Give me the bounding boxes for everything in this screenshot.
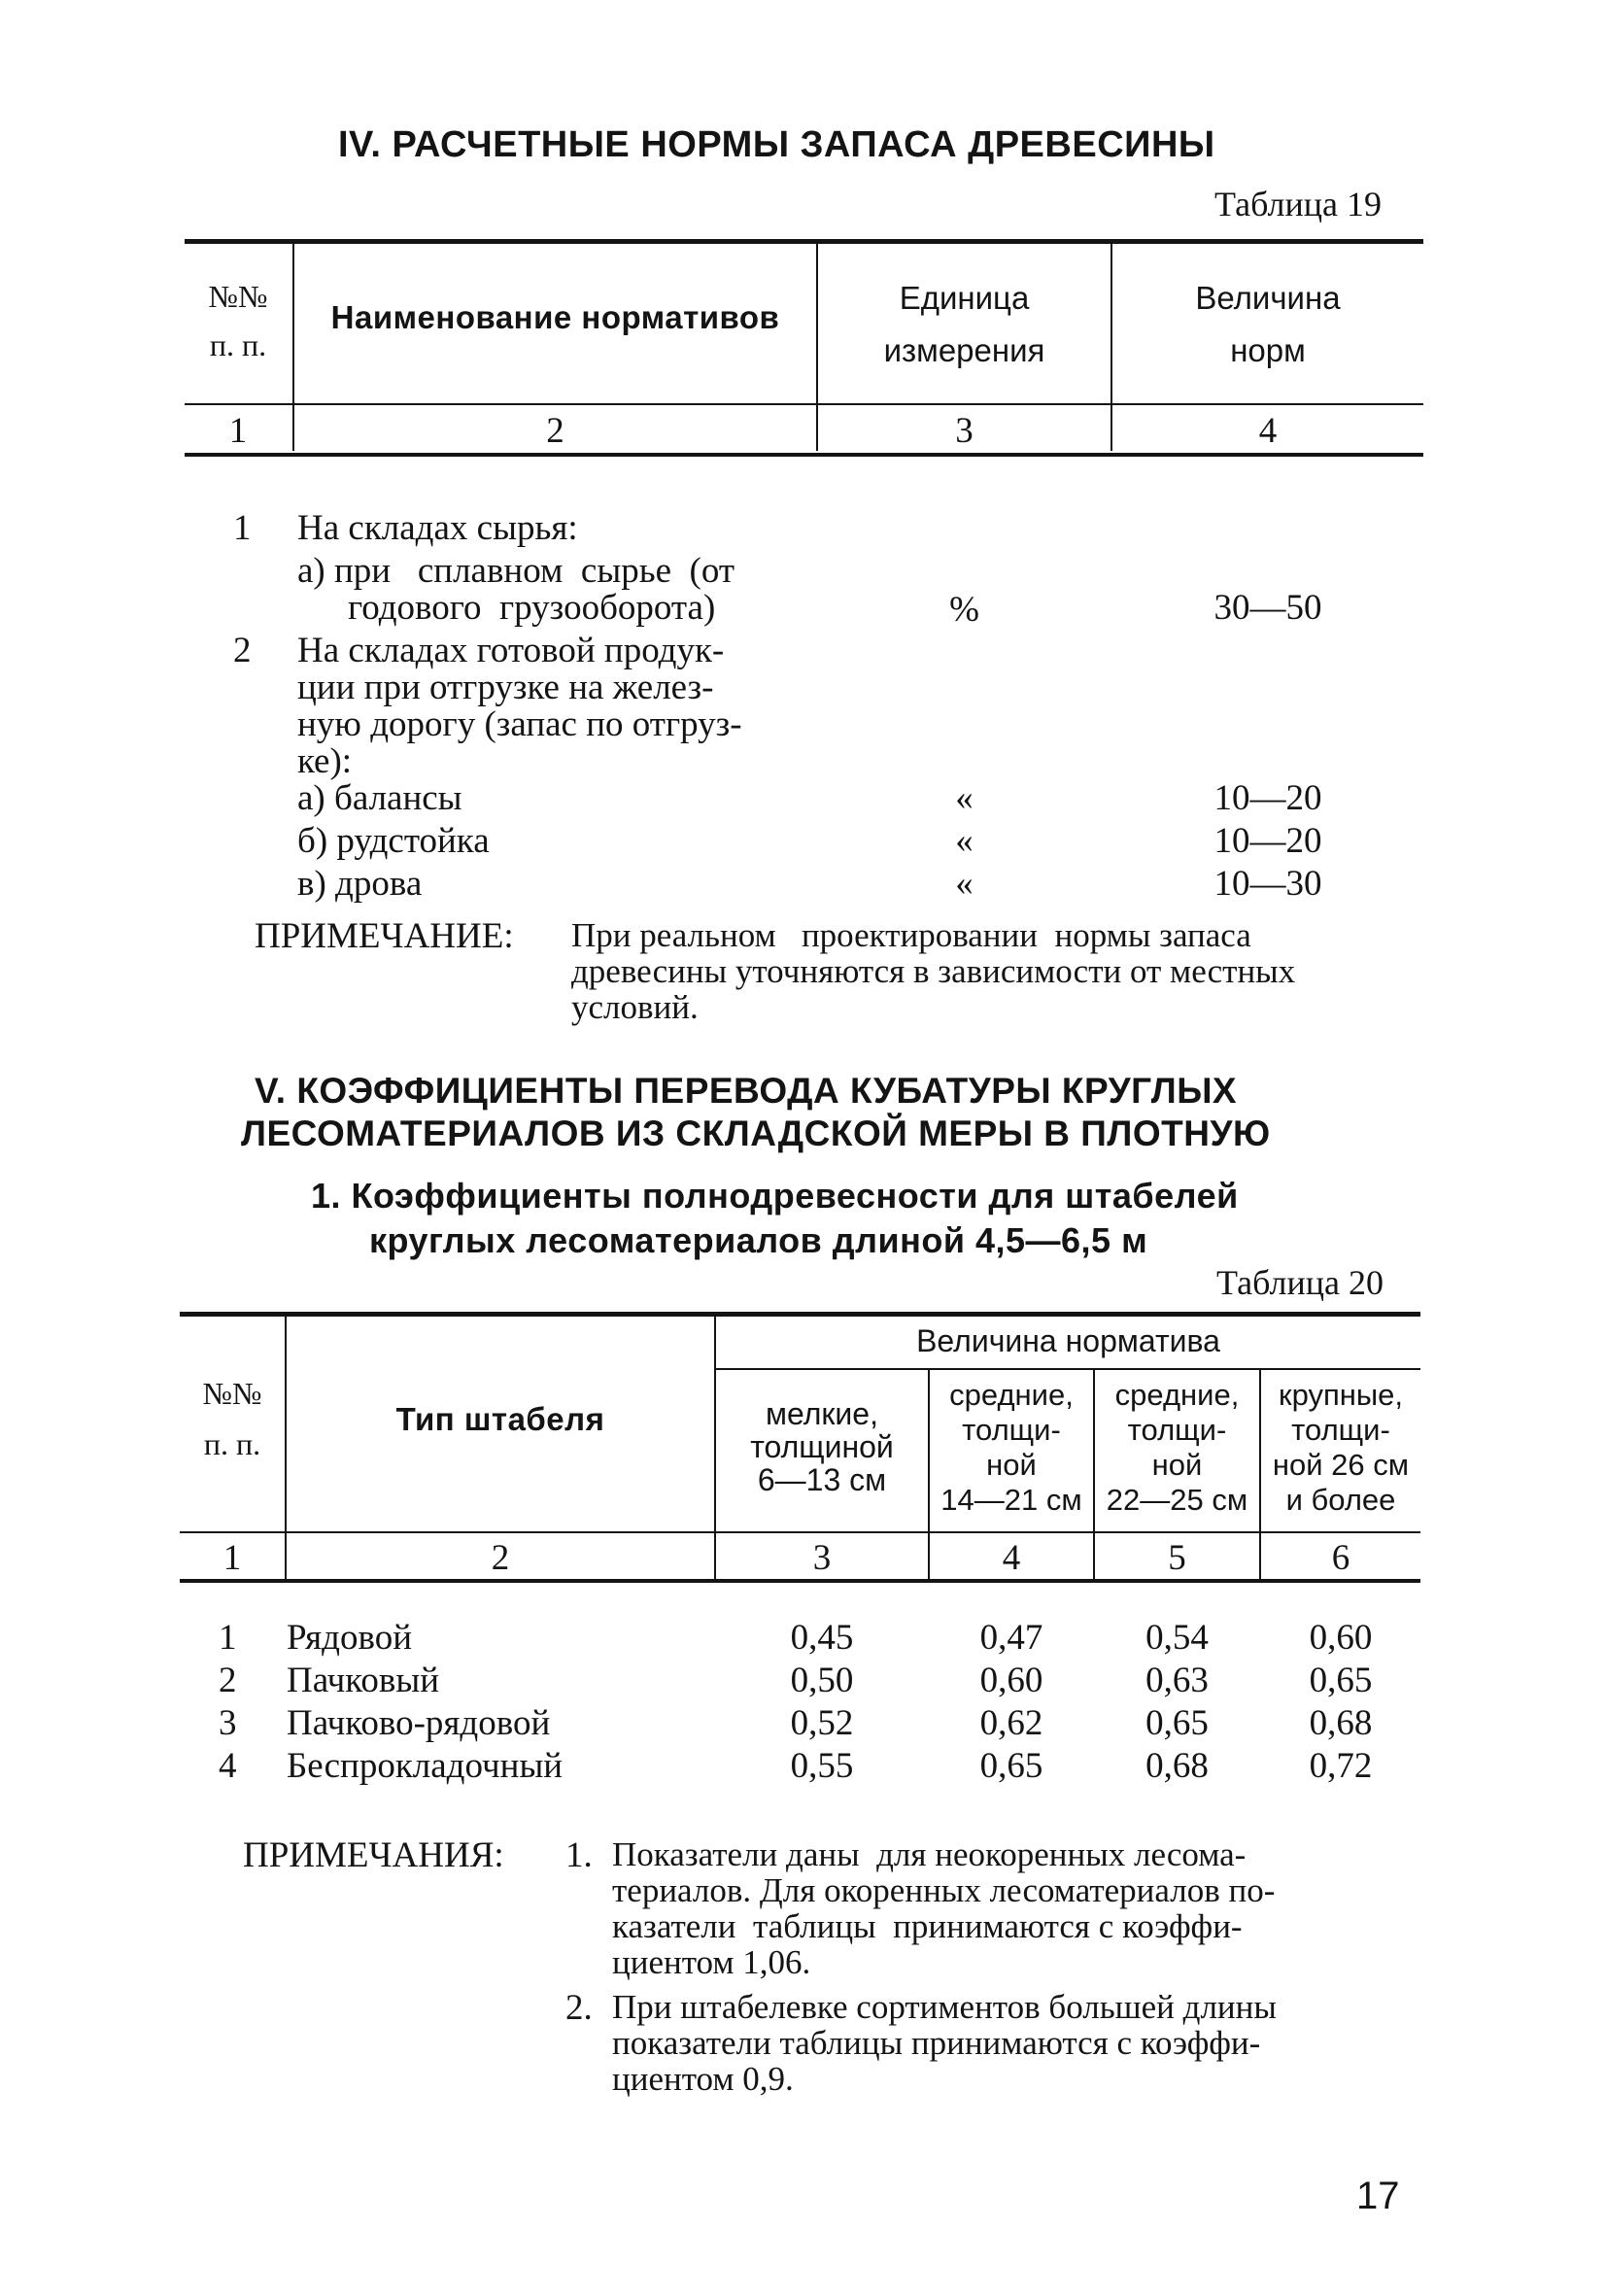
t19-row2-line4: ке): [297, 741, 353, 781]
row-value-col5: 0,54 [1145, 1618, 1209, 1658]
page-number: 17 [1356, 2175, 1400, 2217]
table-20-colnum-3: 3 [812, 1538, 832, 1578]
row-value-col3: 0,55 [790, 1746, 854, 1786]
row-value-col6: 0,65 [1309, 1661, 1373, 1700]
col4-line-3: ной [986, 1448, 1037, 1482]
t19-row2b-value: 10—20 [1213, 821, 1322, 861]
section-5-note-2-number: 2. [565, 1988, 593, 2028]
row-value-col5: 0,65 [1145, 1703, 1209, 1743]
table-20-colnum-5: 5 [1168, 1538, 1186, 1578]
table-20-header-group: Величина норматива [916, 1323, 1220, 1358]
table-19-colnum-4: 4 [1258, 411, 1278, 451]
t19-row2-line1: На складах готовой продук- [297, 631, 725, 670]
header-value-line-1: Величина [1195, 280, 1341, 316]
table-19-header-rule [185, 403, 1423, 405]
t19-row2-line3: ную дорогу (запас по отгруз- [297, 704, 742, 744]
note-line-2: древесины уточняются в зависимости от местных [571, 952, 1296, 990]
section-5-title-line-1: V. КОЭФФИЦИЕНТЫ ПЕРЕВОДА КУБАТУРЫ КРУГЛЫХ [255, 1071, 1238, 1111]
row-num: 2 [219, 1661, 237, 1700]
note-line-3: условий. [571, 988, 699, 1026]
table-20-colnum-2: 2 [491, 1538, 510, 1578]
col4-line-2: толщи- [962, 1413, 1061, 1447]
t19-row2b-unit: « [955, 821, 974, 861]
table-20-header-col4 [930, 1378, 1093, 1518]
header-value-line-2: норм [1230, 332, 1306, 368]
table-20-label: Таблица 20 [1216, 1263, 1384, 1302]
table-20-header-col6 [1261, 1378, 1420, 1518]
col6-line-1: крупные, [1279, 1378, 1403, 1412]
row-type: Пачковый [287, 1661, 439, 1700]
table-20-colnum-4: 4 [1002, 1538, 1021, 1578]
table-20-header-rule [180, 1531, 1420, 1533]
row-value-col5: 0,63 [1145, 1661, 1209, 1700]
section-5-subtitle-line-1: 1. Коэффициенты полнодревесности для штабелей [311, 1176, 1239, 1216]
row-value-col5: 0,68 [1145, 1746, 1209, 1786]
table-19-label: Таблица 19 [1214, 185, 1382, 223]
header-unit-line-2: измерения [883, 332, 1045, 368]
t19-row1a-unit: % [949, 590, 979, 630]
row-value-col4: 0,62 [979, 1703, 1043, 1743]
t19-row2a-text: а) балансы [297, 778, 462, 818]
table-row [180, 1617, 1420, 1660]
col6-line-4: и более [1285, 1483, 1396, 1517]
section-5-note-2 [612, 1989, 1277, 2097]
table-row [180, 1702, 1420, 1745]
row-value-col3: 0,45 [790, 1618, 854, 1658]
row-value-col4: 0,47 [979, 1618, 1043, 1658]
t19-row1-text: На складах сырья: [297, 508, 578, 548]
table-19-header-value [1112, 272, 1423, 377]
table-20-header-num [180, 1368, 285, 1469]
section-4-note-text [571, 917, 1295, 1025]
section-5-subtitle-line-2: круглых лесоматериалов длиной 4,5—6,5 м [369, 1220, 1148, 1260]
table-20-colnum-6: 6 [1331, 1538, 1350, 1578]
header-num-line-1: №№ [208, 279, 268, 314]
t19-row1a-line1: а) при сплавном сырье (от [297, 551, 735, 591]
table-20-group-rule [716, 1368, 1420, 1370]
t19-row2-line2: ции при отгрузке на желез- [297, 668, 714, 707]
col3-line-1: мелкие, [766, 1396, 878, 1431]
header-num-line-2: п. п. [209, 327, 267, 362]
t19-row2c-unit: « [955, 864, 974, 904]
row-value-col6: 0,72 [1309, 1746, 1373, 1786]
col5-line-1: средние, [1114, 1378, 1240, 1412]
row-value-col6: 0,68 [1309, 1703, 1373, 1743]
row-type: Рядовой [287, 1618, 413, 1658]
row-num: 4 [219, 1746, 237, 1786]
table-row [180, 1745, 1420, 1788]
table-19-colnum-1: 1 [228, 411, 248, 451]
col3-line-3: 6—13 см [757, 1462, 887, 1497]
row-type: Пачково-рядовой [287, 1703, 551, 1743]
table-row [180, 1660, 1420, 1702]
row-value-col3: 0,50 [790, 1661, 854, 1700]
header-num-line-2: п. п. [203, 1426, 261, 1461]
row-num: 1 [219, 1618, 237, 1658]
row-value-col4: 0,60 [979, 1661, 1043, 1700]
col5-line-3: ной [1151, 1448, 1203, 1482]
note-1-line-1: Показатели даны для неокоренных лесома- [612, 1835, 1247, 1873]
note-2-line-1: При штабелевке сортиментов большей длины [612, 1988, 1277, 2026]
table-20-header-col3 [716, 1397, 928, 1496]
table-20-top-rule [180, 1312, 1420, 1317]
table-20-header-col5 [1095, 1378, 1259, 1518]
row-num: 3 [219, 1703, 237, 1743]
col3-line-2: толщиной [750, 1429, 894, 1464]
table-20-colnum-1: 1 [222, 1538, 242, 1578]
col4-line-4: 14—21 см [940, 1483, 1082, 1517]
table-19-colnum-3: 3 [955, 411, 974, 451]
header-unit-line-1: Единица [899, 280, 1030, 316]
table-19-header-num [185, 272, 291, 369]
table-19-top-rule [185, 239, 1423, 244]
note-2-line-2: показатели таблицы принимаются с коэффи- [612, 2024, 1261, 2062]
note-2-line-3: циентом 0,9. [612, 2060, 794, 2098]
section-4-title: IV. РАСЧЕТНЫЕ НОРМЫ ЗАПАСА ДРЕВЕСИНЫ [338, 124, 1215, 165]
section-5-note-1 [612, 1836, 1275, 1980]
t19-row2a-unit: « [955, 778, 974, 818]
col4-line-1: средние, [949, 1378, 1074, 1412]
t19-row1a-value: 30—50 [1213, 588, 1322, 628]
note-1-line-3: казатели таблицы принимаются с коэффи- [612, 1907, 1243, 1945]
t19-row1-num: 1 [233, 508, 252, 548]
note-line-1: При реальном проектировании нормы запаса [571, 916, 1251, 954]
t19-row1a-line2: годового грузооборота) [348, 588, 716, 628]
table-19-colnum-rule [185, 453, 1423, 457]
section-5-note-1-number: 1. [565, 1835, 593, 1875]
t19-row2b-text: б) рудстойка [297, 821, 490, 861]
section-5-notes-label: ПРИМЕЧАНИЯ: [243, 1835, 504, 1875]
table-19-header-name: Наименование нормативов [330, 299, 780, 335]
col6-line-3: ной 26 см [1272, 1448, 1410, 1482]
row-type: Беспрокладочный [287, 1746, 564, 1786]
row-value-col6: 0,60 [1309, 1618, 1373, 1658]
table-19-header-unit [818, 272, 1111, 377]
col6-line-2: толщи- [1291, 1413, 1390, 1447]
note-1-line-4: циентом 1,06. [612, 1943, 811, 1981]
table-19-colnum-2: 2 [546, 411, 564, 451]
t19-row2-num: 2 [233, 631, 252, 670]
t19-row2c-text: в) дрова [297, 864, 423, 904]
row-value-col3: 0,52 [790, 1703, 854, 1743]
note-1-line-2: териалов. Для окоренных лесоматериалов по- [612, 1871, 1276, 1909]
section-4-note-label: ПРИМЕЧАНИЕ: [255, 916, 514, 956]
row-value-col4: 0,65 [979, 1746, 1043, 1786]
col5-line-4: 22—25 см [1106, 1483, 1248, 1517]
t19-row2c-value: 10—30 [1213, 864, 1322, 904]
col5-line-2: толщи- [1127, 1413, 1227, 1447]
table-20-header-type: Тип штабеля [395, 1401, 605, 1437]
section-5-title-line-2: ЛЕСОМАТЕРИАЛОВ ИЗ СКЛАДСКОЙ МЕРЫ В ПЛОТНУЮ [241, 1114, 1271, 1153]
t19-row2a-value: 10—20 [1213, 778, 1322, 818]
header-num-line-1: №№ [202, 1376, 262, 1411]
